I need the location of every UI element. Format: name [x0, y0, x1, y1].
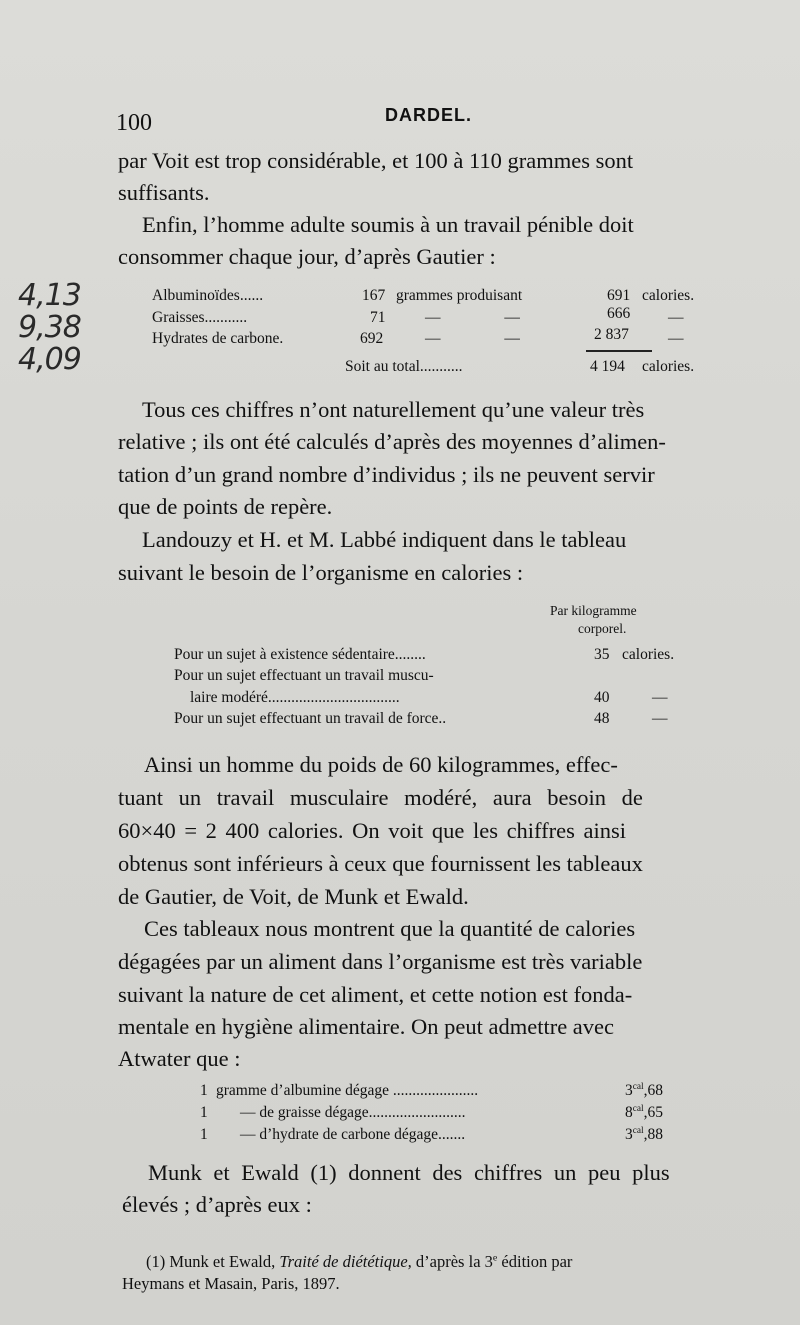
row-grams: 71	[370, 309, 386, 326]
row-mid: grammes produisant	[396, 287, 523, 304]
page-number: 100	[116, 110, 152, 136]
row-cal: 2 837	[594, 326, 629, 343]
column-header: corporel.	[578, 621, 627, 636]
text-line: Atwater que :	[118, 1046, 241, 1071]
row-grams: 167	[362, 287, 386, 304]
row-unit: —	[652, 710, 668, 727]
text-line: mentale en hygiène alimentaire. On peut admettre avec	[118, 1014, 615, 1039]
row-unit: —	[652, 689, 668, 706]
row-text: — d’hydrate de carbone dégage.......	[240, 1126, 466, 1143]
text-line: de Gautier, de Voit, de Munk et Ewald.	[118, 884, 469, 909]
text-line: tation d’un grand nombre d’individus ; ils ne peuvent servir	[118, 462, 655, 487]
text-line: suivant la nature de cet aliment, et cette notion est fonda-	[118, 982, 633, 1007]
margin-note: 4,13	[18, 278, 81, 313]
sum-rule	[586, 350, 652, 352]
row-unit: —	[668, 309, 684, 326]
total-label: Soit au total...........	[345, 358, 463, 375]
row-label: Albuminoïdes......	[152, 287, 264, 304]
running-title: DARDEL.	[385, 105, 472, 125]
text-line: que de points de repère.	[118, 494, 333, 519]
text-line: dégagées par un aliment dans l’organisme est très variable	[118, 949, 643, 974]
text-line: Ces tableaux nous montrent que la quantité de calories	[144, 916, 636, 941]
text-line: suffisants.	[118, 180, 210, 205]
row-text: gramme d’albumine dégage ......................	[216, 1082, 479, 1099]
row-value: 48	[594, 710, 610, 727]
row-label: Graisses...........	[152, 309, 248, 326]
text-line: Ainsi un homme du poids de 60 kilogrammes, effec-	[144, 752, 618, 777]
row-mid: — —	[425, 330, 520, 347]
total-unit: calories.	[642, 358, 695, 375]
text-line: 60×40 = 2 400 calories. On voit que les chiffres ainsi	[118, 818, 626, 843]
text-line: Landouzy et H. et M. Labbé indiquent dans le tableau	[142, 527, 627, 552]
margin-note: 9,38	[18, 310, 81, 345]
row-cal: $3^{cal},68$	[625, 1082, 663, 1100]
row-label: Hydrates de carbone.	[152, 330, 284, 347]
text-line: relative ; ils ont été calculés d’après des moyennes d’alimen-	[118, 429, 666, 454]
text-line: Munk et Ewald (1) donnent des chiffres un peu plus	[148, 1160, 670, 1185]
row-value: 40	[594, 689, 610, 706]
text-line: tuant un travail musculaire modéré, aura besoin de	[118, 785, 643, 810]
row-qty: 1	[200, 1104, 208, 1121]
footnote: (1) Munk et Ewald, Traité de diététique, d’après la 3e édition par	[146, 1252, 573, 1271]
row-label: Pour un sujet à existence sédentaire........	[174, 646, 426, 663]
row-mid: — —	[425, 309, 520, 326]
margin-note: 4,09	[18, 342, 81, 377]
row-label: Pour un sujet effectuant un travail muscu-	[174, 667, 434, 684]
row-cal: $8^{cal},65$	[625, 1104, 663, 1122]
row-text: — de graisse dégage.........................	[240, 1104, 466, 1121]
total-value: 4 194	[590, 358, 625, 375]
text-line: élevés ; d’après eux :	[122, 1192, 312, 1217]
text-line: par Voit est trop considérable, et 100 à 110 grammes sont	[118, 148, 634, 173]
text-line: Tous ces chiffres n’ont naturellement qu’une valeur très	[142, 397, 645, 422]
text-line: consommer chaque jour, d’après Gautier :	[118, 244, 496, 269]
row-grams: 692	[360, 330, 384, 347]
row-unit: —	[668, 330, 684, 347]
row-cal: $3^{cal},88$	[625, 1126, 663, 1144]
row-cal: 666	[607, 305, 631, 322]
footnote-line: Heymans et Masain, Paris, 1897.	[122, 1274, 340, 1293]
row-value: 35	[594, 646, 610, 663]
text-line: obtenus sont inférieurs à ceux que fournissent les tableaux	[118, 851, 643, 876]
row-cal: 691	[607, 287, 631, 304]
row-unit: calories.	[642, 287, 695, 304]
row-unit: calories.	[622, 646, 675, 663]
row-label: laire modéré..................................	[190, 689, 400, 706]
row-label: Pour un sujet effectuant un travail de force..	[174, 710, 447, 727]
column-header: Par kilogramme	[550, 603, 637, 618]
row-qty: 1	[200, 1082, 208, 1099]
text-line: Enfin, l’homme adulte soumis à un travail pénible doit	[142, 212, 634, 237]
text-line: suivant le besoin de l’organisme en calories :	[118, 560, 524, 585]
row-qty: 1	[200, 1126, 208, 1143]
